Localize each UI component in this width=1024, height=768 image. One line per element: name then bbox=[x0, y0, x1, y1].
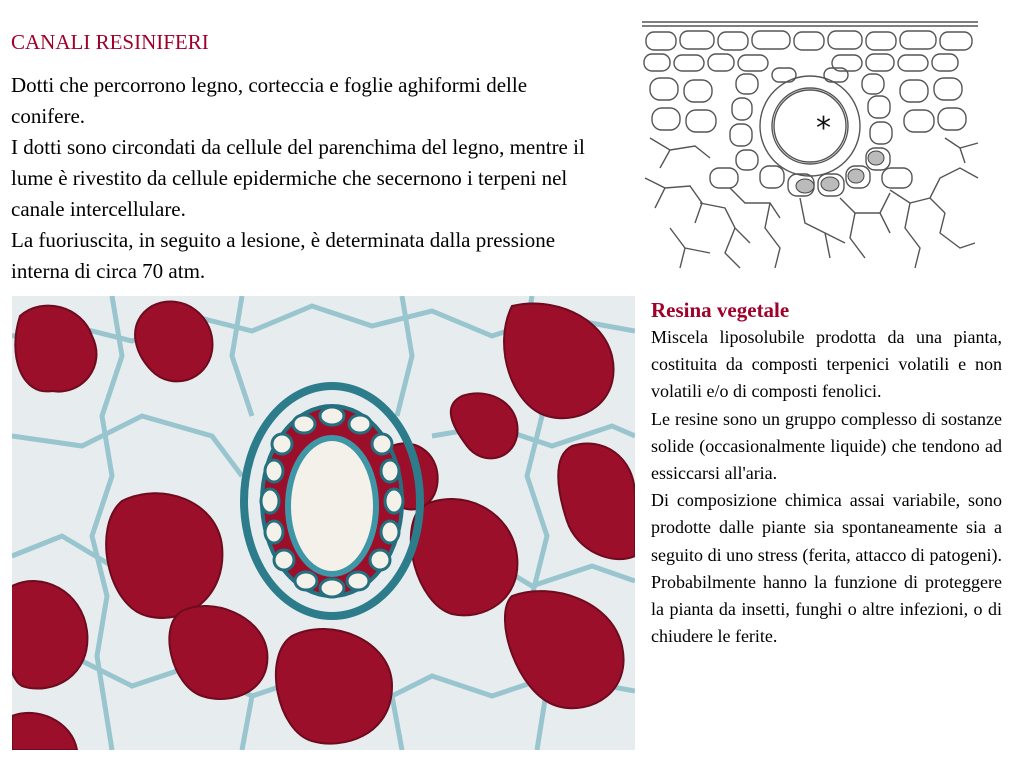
section-paragraph: Di composizione chimica assai variabile, sono prodotte dalle piante sia spontaneamente sia a seguito di uno stress (ferita, attacco di patogeni). Probabilmente hanno la funzione di proteggere la pianta da insetti, funghi o altre infezioni, o di chiudere le ferite. bbox=[651, 490, 1002, 647]
section-paragraph: Miscela liposolubile prodotta da una pianta, costituita da composti terpenici volatili e non volatili e/o di composti fenolici. bbox=[651, 327, 1002, 402]
canal-lumen-marker: * bbox=[816, 111, 831, 146]
intro-paragraph: I dotti sono circondati da cellule del parenchima del legno, mentre il lume è rivestito da cellule epidermiche che secernono i terpeni nel canale intercellulare. bbox=[11, 135, 585, 221]
intro-paragraph: Dotti che percorrono legno, corteccia e foglie aghiformi delle conifere. bbox=[11, 73, 528, 128]
intro-paragraph: La fuoriuscita, in seguito a lesione, è determinata dalla pressione interna di circa 70 atm. bbox=[11, 228, 556, 283]
section-heading: Resina vegetale bbox=[651, 298, 790, 322]
resina-vegetale-section bbox=[651, 296, 1002, 650]
section-paragraph: Le resine sono un gruppo complesso di sostanze solide (occasionalmente liquide) che tendono ad essiccarsi all'aria. bbox=[651, 408, 1002, 484]
resin-canal-micrograph bbox=[12, 296, 635, 750]
page-title: CANALI RESINIFERI bbox=[11, 30, 209, 54]
intro-text bbox=[11, 70, 601, 287]
resin-canal-drawing bbox=[640, 18, 982, 276]
